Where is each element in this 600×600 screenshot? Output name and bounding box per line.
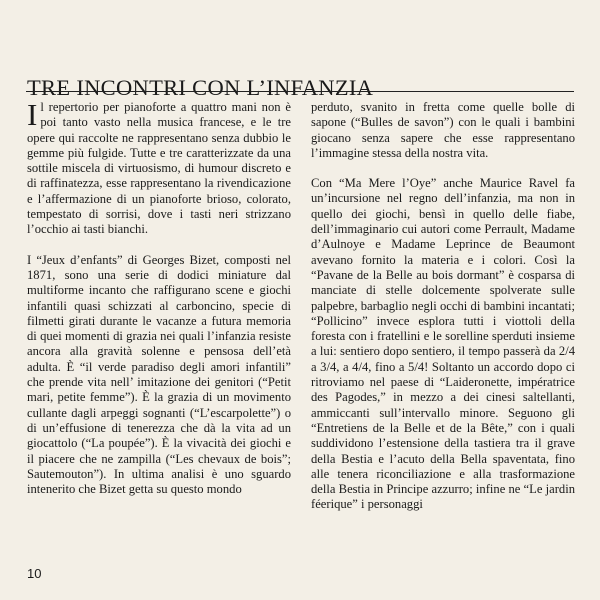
right-column	[311, 100, 575, 528]
title-rule	[26, 91, 574, 92]
paragraph: I “Jeux d’enfants” di Georges Bizet, composti nel 1871, sono una serie di dodici miniature dal multiforme incanto che raffigurano scene e giochi infantili quasi schizzati al carboncino, specie di filmetti girati durante le vacanze a futura memoria di quei momenti di grazia nei quali l’infanzia resiste ancora alla gravità solenne e pensosa dell’età adulta. È “il verde paradiso degli amori infantili” che prende vita nell’ imitazione dei genitori (“Petit mari, petite femme”). È la grazia di un movimento cullante dagli arpeggi sognanti (“L’escarpolette”) o di un’effusione di tenerezza che dà la vita ad un giocattolo (“La poupée”). È la vivacità dei giochi e il piacere che ne zampilla (“Les chevaux de bois”; Sautemouton”). In ultima analisi è uno sguardo intenerito che Bizet getta su questo mondo	[27, 252, 291, 497]
paragraph: perduto, svanito in fretta come quelle bolle di sapone (“Bulles de savon”) con le quali i bambini giocano senza sapere che esse rappresentano l’immagine stessa della nostra vita.	[311, 100, 575, 160]
paragraph: Con “Ma Mere l’Oye” anche Maurice Ravel fa un’incursione nel regno dell’infanzia, ma non in quello dei giochi, bensì in quello delle fiabe, dell’immaginario cui autori come Perrault, Madame d’Aulnoye e Madame Leprince de Beaumont avevano fornito la materia e i colori. Così la “Pavane de la Belle au bois dormant” è cosparsa di manciate di stelle dolcemente spolverate sulle palpebre, barbaglio negli occhi di bambini incantati; “Pollicino” invece esplora tutti i viottoli della foresta con i fratellini e le sorelline sperduti insieme a lui: sentiero dopo sentiero, il tempo passerà da 2/4 a 3/4, a 4/4, fino a 5/4! Soltanto un accordo dopo ci ritroviamo nel paese di “Laideronette, impératrice des Pagodes,” in mezzo a dei cinesi saltellanti, ammiccanti sull’intervallo minore. Seguono gli “Entretiens de la Belle et de la Bête,” con i quali suddividono l’estensione della tastiera tra il grave della Bestia e l’acuto della Bella spaventata, fino alle tenera riconciliazione e alla trasformazione della Bestia in Principe azzurro; infine ne “Le jardin féerique” i personaggi	[311, 176, 575, 512]
paragraph	[27, 97, 291, 238]
page-number: 10	[27, 566, 42, 581]
left-column	[27, 97, 291, 512]
paragraph-text: l repertorio per pianoforte a quattro mani non è poi tanto vasto nella musica francese, e le tre opere qui raccolte ne rappresentano senza dubbio le gemme più fulgide. Tutte e tre caratterizzate da una sottile miscela di virtuosismo, di humour discreto e di raffinatezza, esse rappresentano la rivendicazione e l’affermazione di un pianoforte brioso, colorato, tempestato di sorrisi, dove i tasti neri strizzano l’occhio ai tasti bianchi.	[27, 100, 291, 237]
page-title: TRE INCONTRI CON L’INFANZIA	[27, 75, 374, 101]
drop-cap: I	[27, 97, 38, 132]
